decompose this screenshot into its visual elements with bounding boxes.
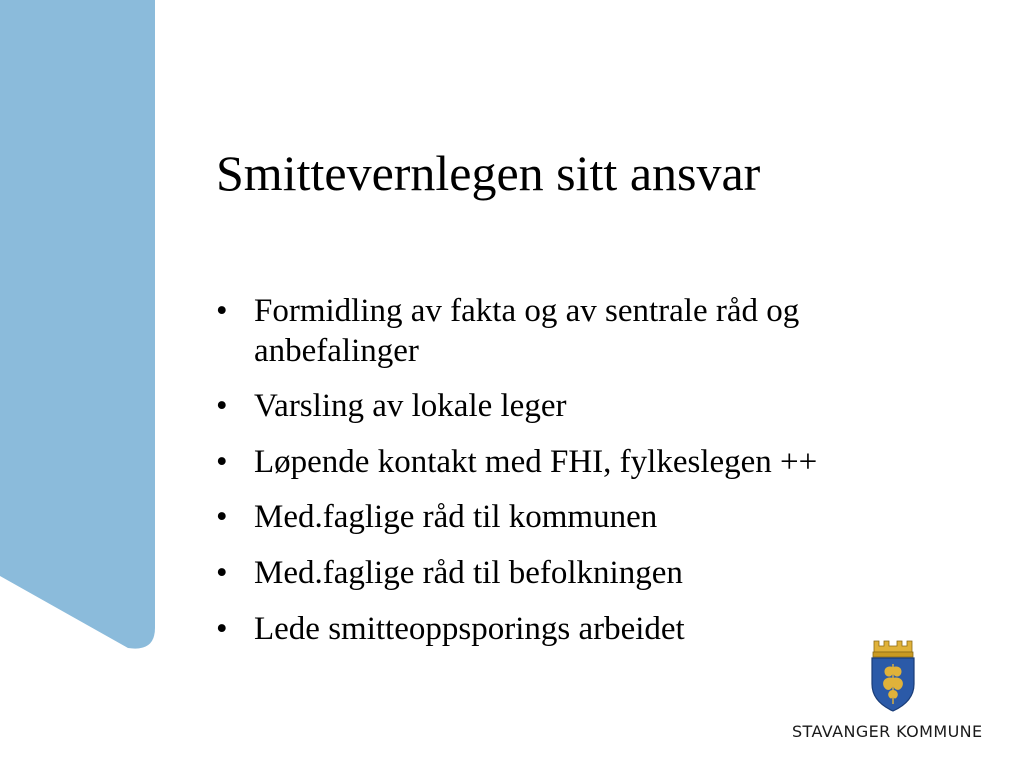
bullet-text: Lede smitteoppsporings arbeidet xyxy=(254,610,685,647)
coat-of-arms-icon xyxy=(868,638,918,712)
side-band-shape xyxy=(0,0,155,649)
bullet-item xyxy=(216,498,936,538)
bullet-item xyxy=(216,387,936,427)
bullet-item xyxy=(216,554,936,594)
bullet-text: Løpende kontakt med FHI, fylkeslegen ++ xyxy=(254,443,818,480)
slide-title: Smittevernlegen sitt ansvar xyxy=(216,145,761,201)
bullet-list xyxy=(216,292,936,665)
bullet-text: Varsling av lokale leger xyxy=(254,388,567,425)
bullet-text: Formidling av fakta og av sentrale råd og anbefalinger xyxy=(254,293,800,369)
bullet-dot: • xyxy=(216,610,228,647)
stavanger-logo xyxy=(792,638,992,748)
bullet-item xyxy=(216,292,936,371)
org-name: STAVANGER KOMMUNE xyxy=(792,722,983,741)
bullet-dot: • xyxy=(216,443,228,480)
decorative-side-band xyxy=(0,0,160,660)
bullet-dot: • xyxy=(216,293,228,329)
bullet-dot: • xyxy=(216,554,228,591)
bullet-text: Med.faglige råd til befolkningen xyxy=(254,554,683,591)
bullet-item xyxy=(216,443,936,483)
bullet-dot: • xyxy=(216,499,228,536)
bullet-text: Med.faglige råd til kommunen xyxy=(254,499,658,536)
bullet-dot: • xyxy=(216,388,228,425)
